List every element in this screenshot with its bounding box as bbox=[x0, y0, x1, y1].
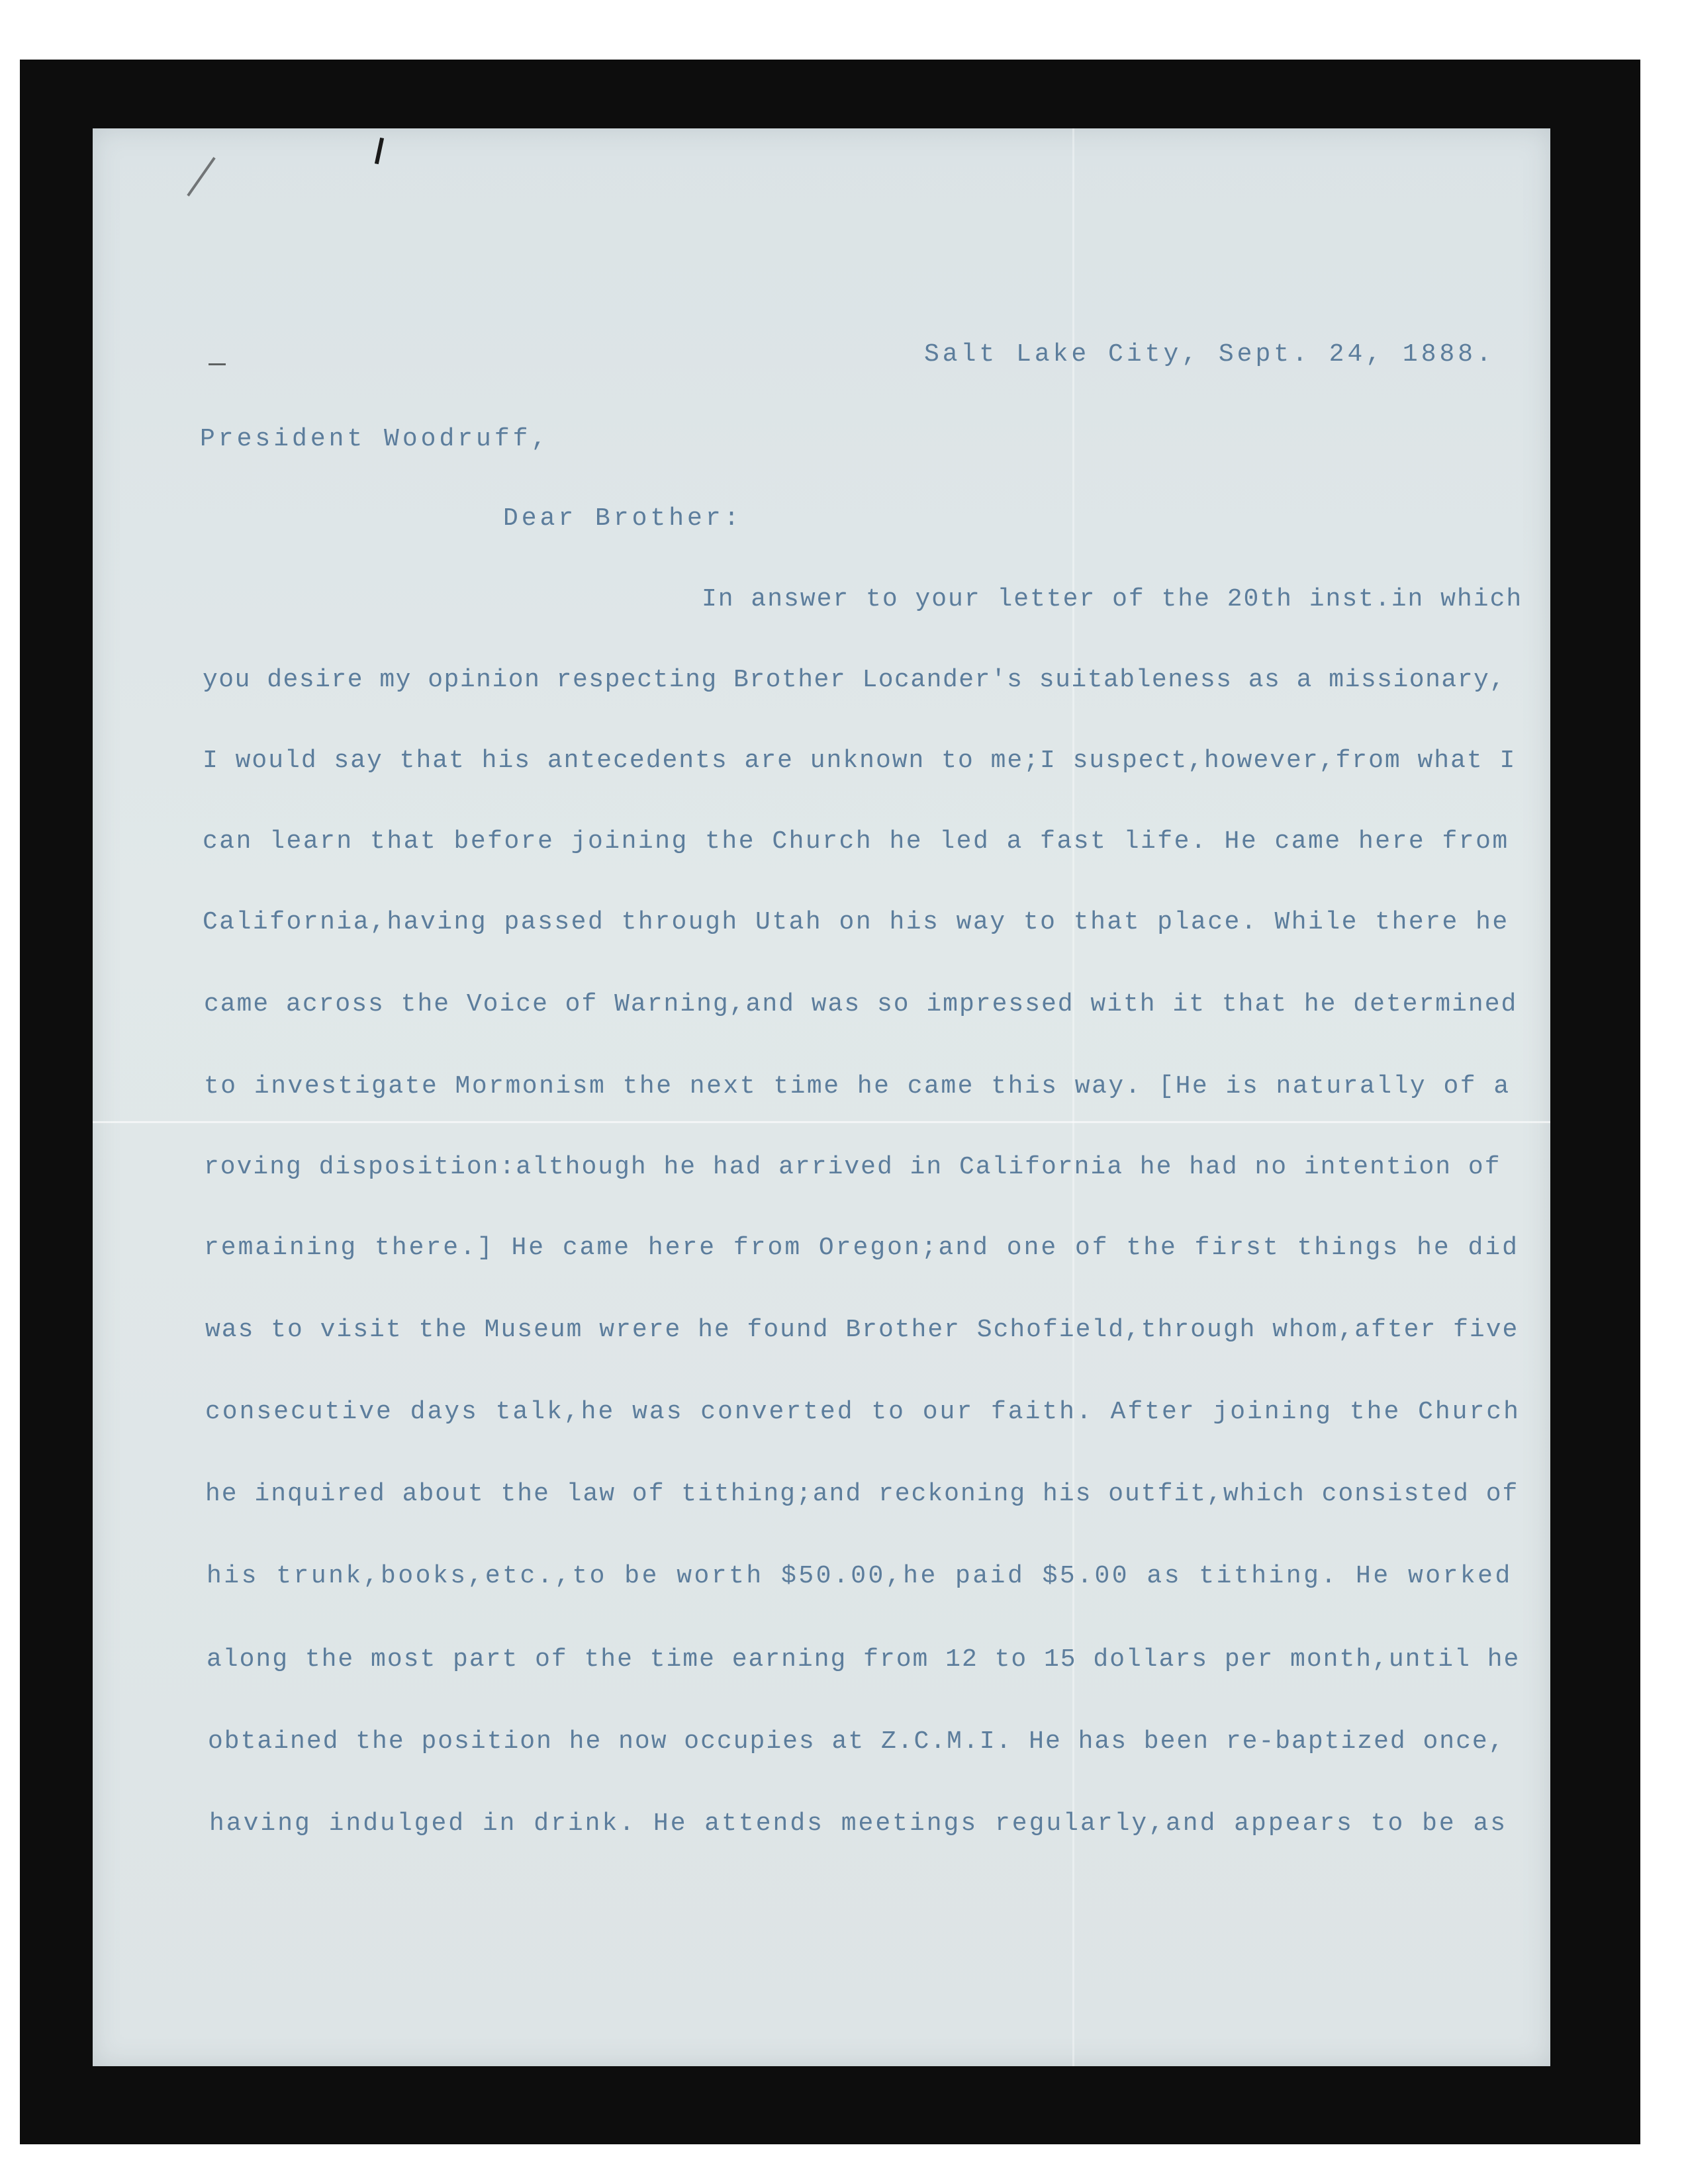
ink-mark bbox=[187, 157, 215, 197]
dateline: Salt Lake City, Sept. 24, 1888. bbox=[924, 340, 1495, 369]
salutation: Dear Brother: bbox=[503, 504, 743, 533]
body-line: California,having passed through Utah on his way to that place. While there he bbox=[203, 908, 1509, 936]
body-line: along the most part of the time earning from 12 to 15 dollars per month,until he bbox=[207, 1645, 1521, 1674]
body-line: he inquired about the law of tithing;and reckoning his outfit,which consisted of bbox=[205, 1480, 1519, 1508]
addressee: President Woodruff, bbox=[200, 425, 550, 453]
horizontal-fold-line bbox=[93, 1121, 1550, 1123]
body-line: was to visit the Museum wrere he found Brother Schofield,through whom,after five bbox=[205, 1316, 1519, 1344]
letter-page bbox=[93, 128, 1550, 2066]
body-line: obtained the position he now occupies at Z.C.M.I. He has been re-baptized once, bbox=[208, 1727, 1505, 1756]
body-line: consecutive days talk,he was converted to our faith. After joining the Church bbox=[205, 1398, 1521, 1426]
ink-mark bbox=[209, 363, 226, 365]
body-line: I would say that his antecedents are unknown to me;I suspect,however,from what I bbox=[203, 747, 1517, 775]
body-line: came across the Voice of Warning,and was so impressed with it that he determined bbox=[204, 990, 1518, 1019]
body-line: to investigate Mormonism the next time he came this way. [He is naturally of a bbox=[204, 1072, 1511, 1101]
body-line: can learn that before joining the Church he led a fast life. He came here from bbox=[203, 827, 1509, 856]
ink-mark bbox=[375, 138, 384, 164]
body-line: his trunk,books,etc.,to be worth $50.00,he paid $5.00 as tithing. He worked bbox=[207, 1562, 1513, 1590]
body-line: you desire my opinion respecting Brother Locander's suitableness as a missionary, bbox=[203, 666, 1506, 694]
body-line: having indulged in drink. He attends meetings regularly,and appears to be as bbox=[209, 1809, 1508, 1838]
body-line: In answer to your letter of the 20th inst.in which bbox=[702, 585, 1523, 614]
body-line: roving disposition:although he had arrived in California he had no intention of bbox=[204, 1153, 1501, 1181]
body-line: remaining there.] He came here from Oregon;and one of the first things he did bbox=[204, 1234, 1519, 1262]
